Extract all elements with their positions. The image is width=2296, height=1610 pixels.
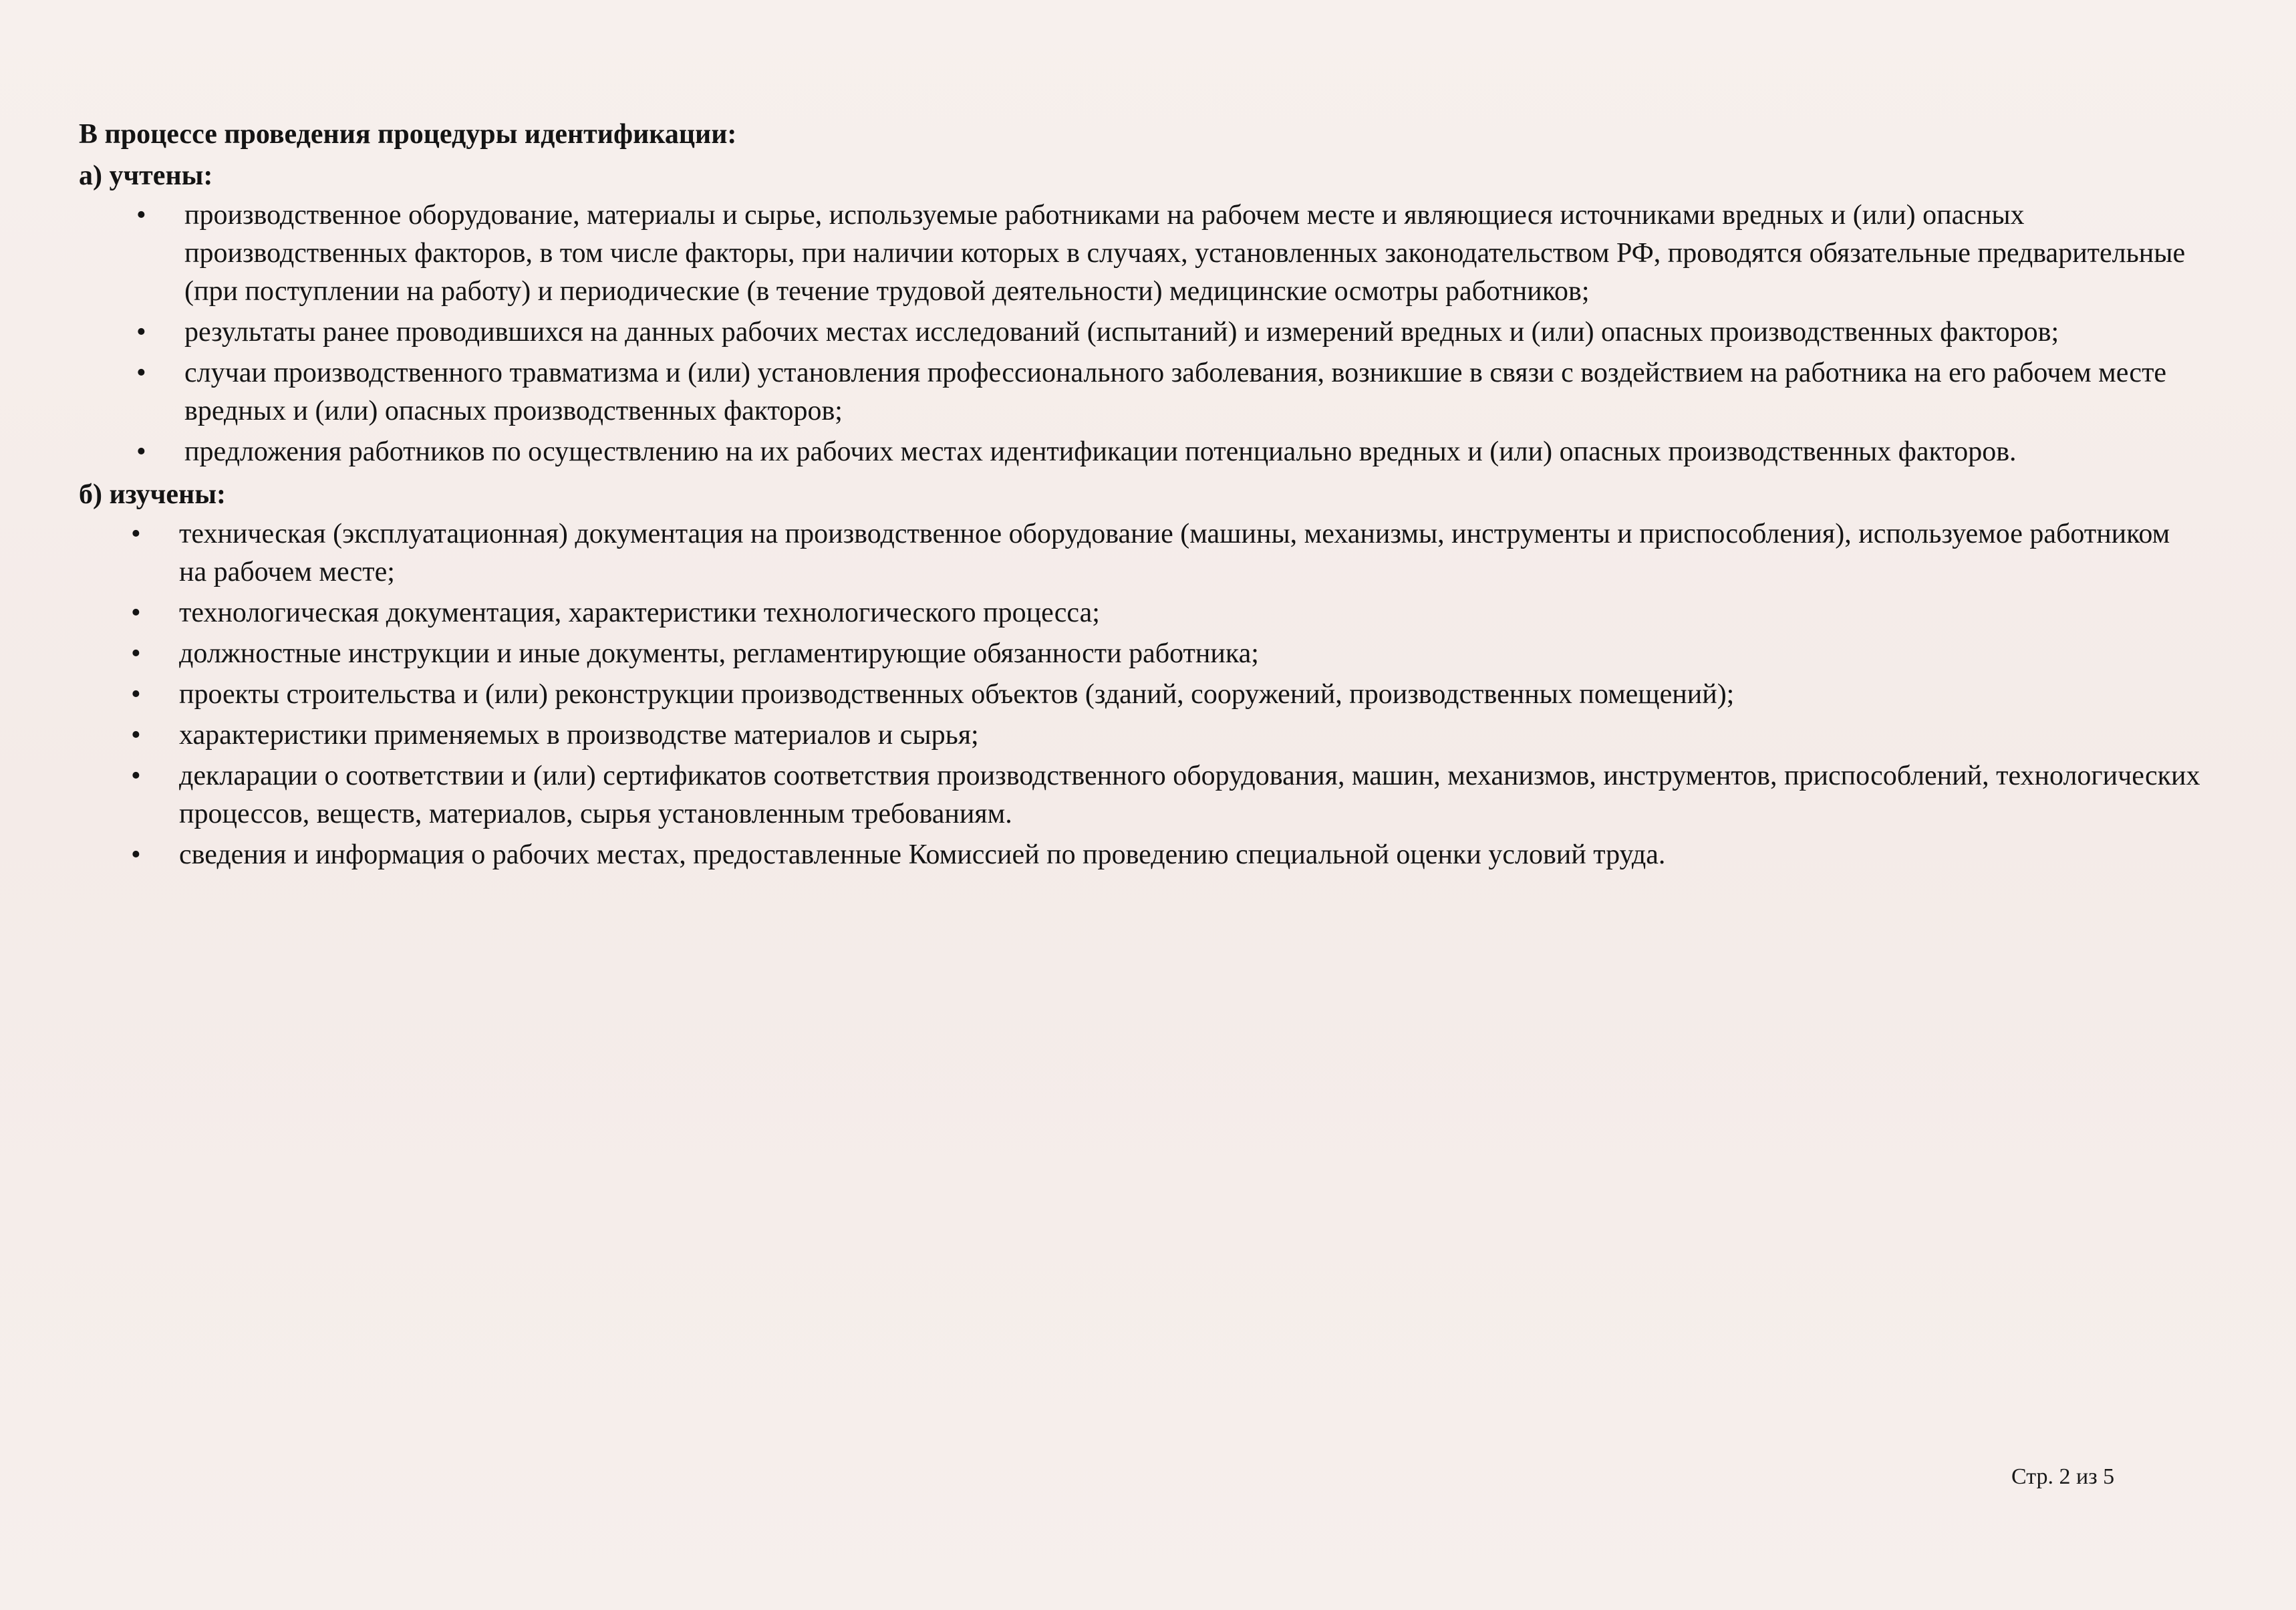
page-number: Стр. 2 из 5 xyxy=(2011,1464,2115,1489)
list-item-text: результаты ранее проводившихся на данных рабочих местах исследований (испытаний) и измерений вредных и (или) опасных производственных факторов; xyxy=(184,317,2059,348)
list-item-text: технологическая документация, характеристики технологического процесса; xyxy=(179,597,1100,628)
list-item xyxy=(79,716,2204,755)
list-item-text: должностные инструкции и иные документы, регламентирующие обязанности работника; xyxy=(179,638,1259,669)
section-b-label: б) изучены: xyxy=(79,479,226,510)
list-item-text: случаи производственного травматизма и (или) установления профессионального заболевания, возникшие в связи с воздействием на работника на его рабочем месте вредных и (или) опасных производственных факторов; xyxy=(184,358,2167,426)
list-item xyxy=(79,196,2204,311)
list-item xyxy=(79,836,2204,874)
section-a-list xyxy=(79,196,2204,471)
list-item xyxy=(79,515,2204,591)
bullet-icon: • xyxy=(131,720,141,751)
list-item xyxy=(79,433,2204,471)
bullet-icon: • xyxy=(131,519,141,549)
bullet-icon: • xyxy=(131,679,141,710)
list-item-text: декларации о соответствии и (или) сертификатов соответствия производственного оборудования, машин, механизмов, инструментов, приспособлений, технологических процессов, веществ, материалов, сырья установленным требованиям. xyxy=(179,761,2200,829)
bullet-icon: • xyxy=(136,200,146,231)
list-item-text: характеристики применяемых в производстве материалов и сырья; xyxy=(179,720,979,751)
list-item xyxy=(79,757,2204,833)
section-b-list xyxy=(79,515,2204,874)
list-item xyxy=(79,594,2204,632)
bullet-icon: • xyxy=(131,597,141,628)
bullet-icon: • xyxy=(131,761,141,791)
list-item xyxy=(79,635,2204,673)
bullet-icon: • xyxy=(136,358,146,388)
list-item-text: предложения работников по осуществлению на их рабочих местах идентификации потенциально вредных и (или) опасных производственных факторов. xyxy=(184,436,2017,467)
list-item-text: сведения и информация о рабочих местах, предоставленные Комиссией по проведению специальной оценки условий труда. xyxy=(179,839,1666,870)
list-item-text: производственное оборудование, материалы и сырье, используемые работниками на рабочем месте и являющиеся источниками вредных и (или) опасных производственных факторов, в том числе факторы, при наличии которых в случаях, установленных законодательством РФ, проводятся обязательные предварительные (при поступлении на работу) и периодические (в течение трудовой деятельности) медицинские осмотры работников; xyxy=(184,200,2186,307)
section-a-label: а) учтены: xyxy=(79,160,213,191)
list-item xyxy=(79,313,2204,352)
bullet-icon: • xyxy=(131,839,141,870)
list-item xyxy=(79,676,2204,714)
list-item-text: проекты строительства и (или) реконструкции производственных объектов (зданий, сооружений, производственных помещений); xyxy=(179,679,1735,710)
list-item-text: техническая (эксплуатационная) документация на производственное оборудование (машины, механизмы, инструменты и приспособления), используемое работником на рабочем месте; xyxy=(179,519,2170,587)
list-item xyxy=(79,354,2204,430)
identification-heading: В процессе проведения процедуры идентификации: xyxy=(79,119,737,150)
document-body xyxy=(79,114,2204,877)
bullet-icon: • xyxy=(136,317,146,348)
bullet-icon: • xyxy=(131,638,141,669)
bullet-icon: • xyxy=(136,436,146,467)
